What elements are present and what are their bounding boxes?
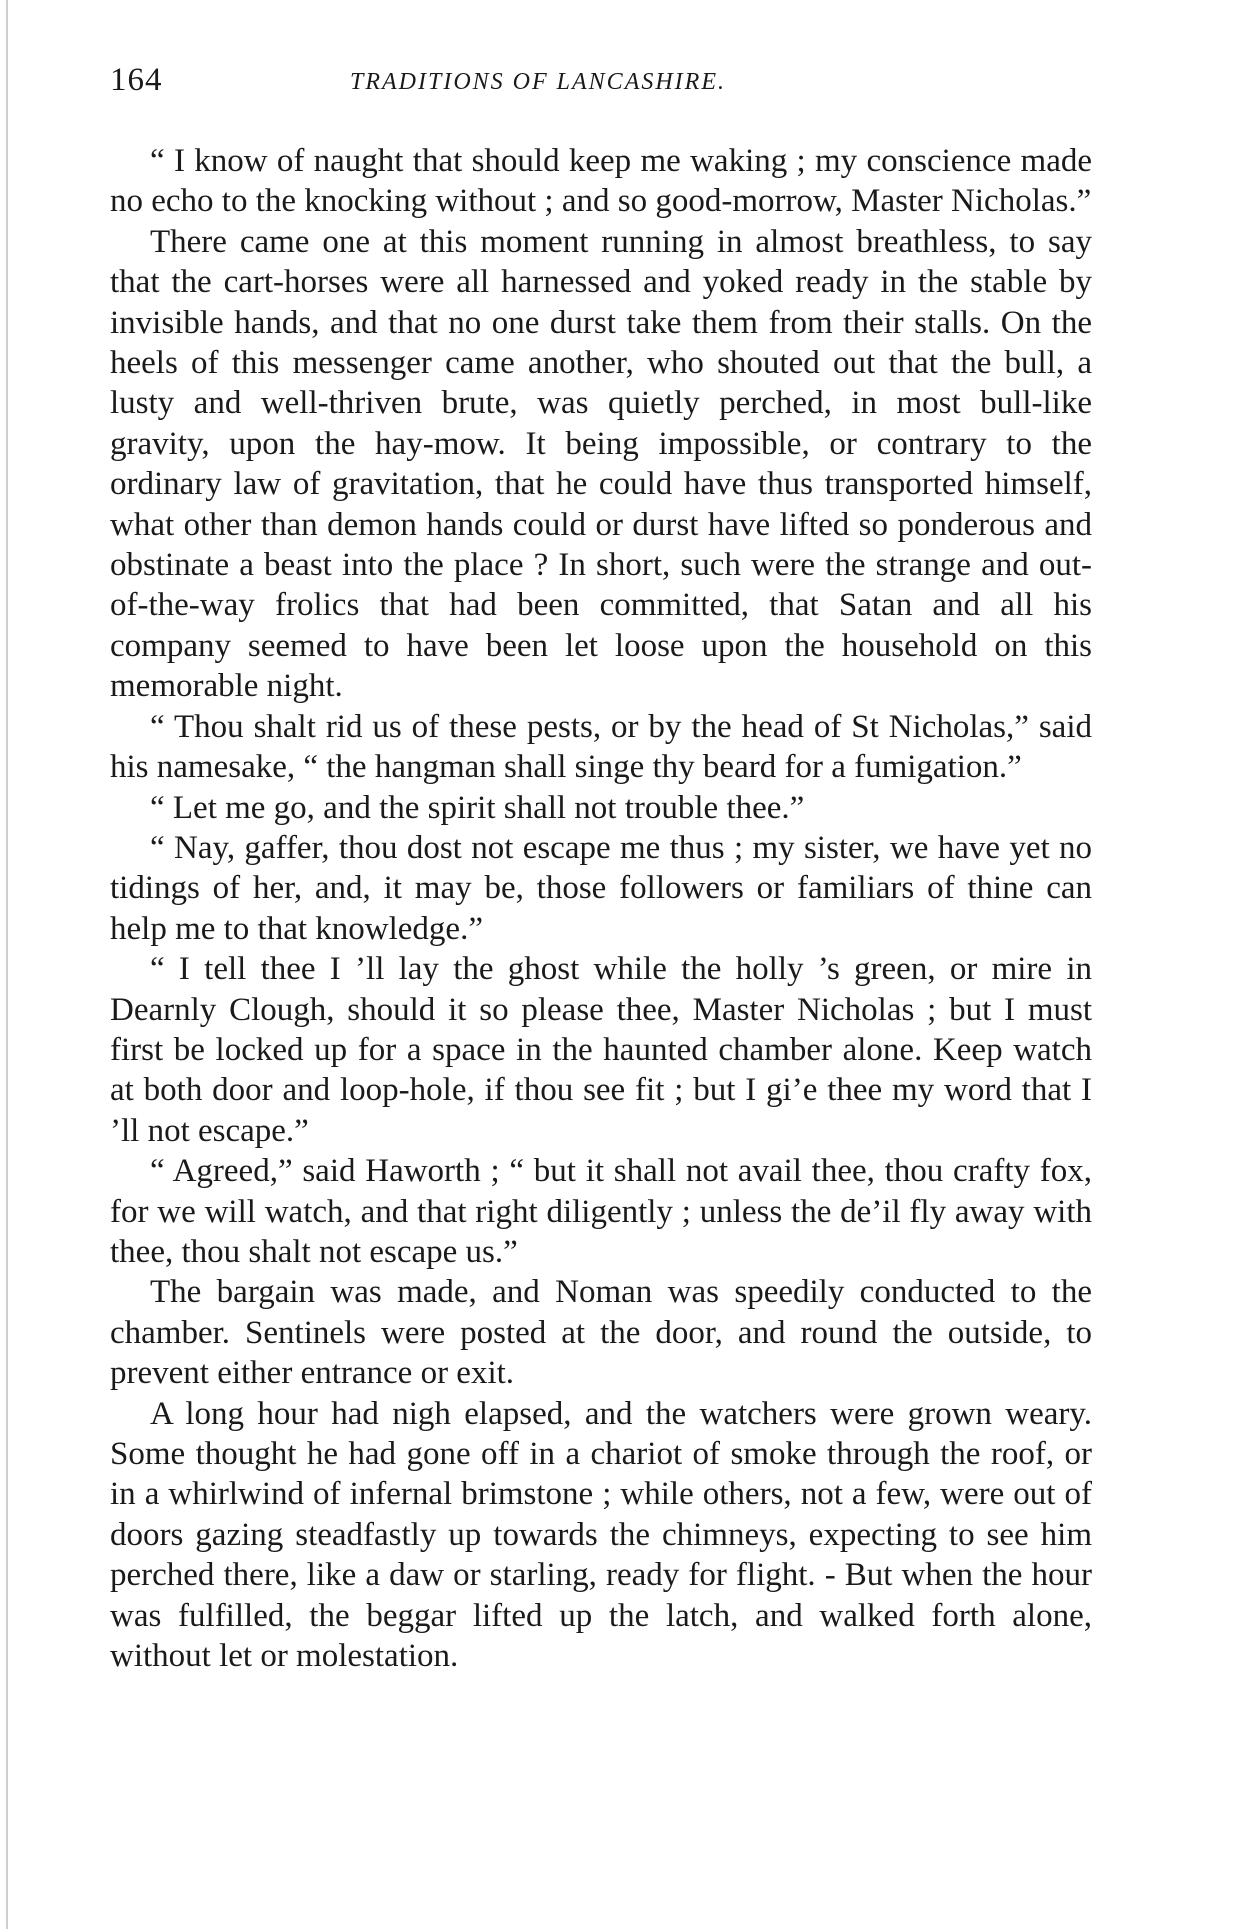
paragraph-4: “ Let me go, and the spirit shall not trouble thee.” bbox=[150, 789, 805, 826]
page-binding-edge bbox=[6, 0, 8, 1929]
page-number: 164 bbox=[110, 62, 163, 98]
paragraph-2: There came one at this moment running in almost breathless, to say that the cart-horses were all harnessed and yoked ready in the stable by invisible hands, and that no one durst take them from their stalls. On the heels of this messenger came another, who shouted out that the bull, a lusty and well-thriven brute, was quietly perched, in most bull-like gravity, upon the hay-mow. It being impossible, or contrary to the ordinary law of gravitation, that he could have thus transported himself, what other than demon hands could or durst have lifted so ponderous and obstinate a beast into the place ? In short, such were the strange and out-of-the-way frolics that had been committed, that Satan and all his company seemed to have been let loose upon the household on this memorable night. bbox=[110, 223, 1092, 705]
paragraph-7: “ Agreed,” said Haworth ; “ but it shall not avail thee, thou crafty fox, for we will watch, and that right diligently ; unless the de’il fly away with thee, thou shalt not escape us.” bbox=[110, 1153, 1092, 1270]
paragraph-5: “ Nay, gaffer, thou dost not escape me thus ; my sister, we have yet no tidings of her, and, it may be, those followers or familiars of thine can help me to that knowledge.” bbox=[110, 829, 1092, 947]
paragraph-6: “ I tell thee I ’ll lay the ghost while the holly ’s green, or mire in Dearnly Clough, should it so please thee, Master Nicholas ; but I must first be locked up for a space in the haunted chamber alone. Keep watch at both door and loop-hole, if thou see fit ; but I gi’e thee my word that I ’ll not escape.” bbox=[110, 951, 1092, 1149]
running-title: TRADITIONS OF LANCASHIRE. bbox=[350, 69, 726, 95]
paragraph-8: The bargain was made, and Noman was speedily conducted to the chamber. Sentinels were posted at the door, and round the outside, to prevent either entrance or exit. bbox=[110, 1274, 1092, 1392]
page-header bbox=[110, 62, 1090, 112]
paragraph-9: A long hour had nigh elapsed, and the watchers were grown weary. Some thought he had gone off in a chariot of smoke through the roof, or in a whirlwind of infernal brimstone ; while others, not a few, were out of doors gazing steadfastly up towards the chimneys, expecting to see him perched there, like a daw or starling, ready for flight. - But when the hour was fulfilled, the beggar lifted up the latch, and walked forth alone, without let or molestation. bbox=[110, 1395, 1092, 1675]
paragraph-3: “ Thou shalt rid us of these pests, or by the head of St Nicholas,” said his namesake, “ the hangman shall singe thy beard for a fumigation.” bbox=[110, 708, 1092, 786]
body-text bbox=[110, 141, 1092, 1676]
paragraph-1: “ I know of naught that should keep me waking ; my conscience made no echo to the knocking without ; and so good-morrow, Master Nicholas.” bbox=[110, 143, 1092, 220]
